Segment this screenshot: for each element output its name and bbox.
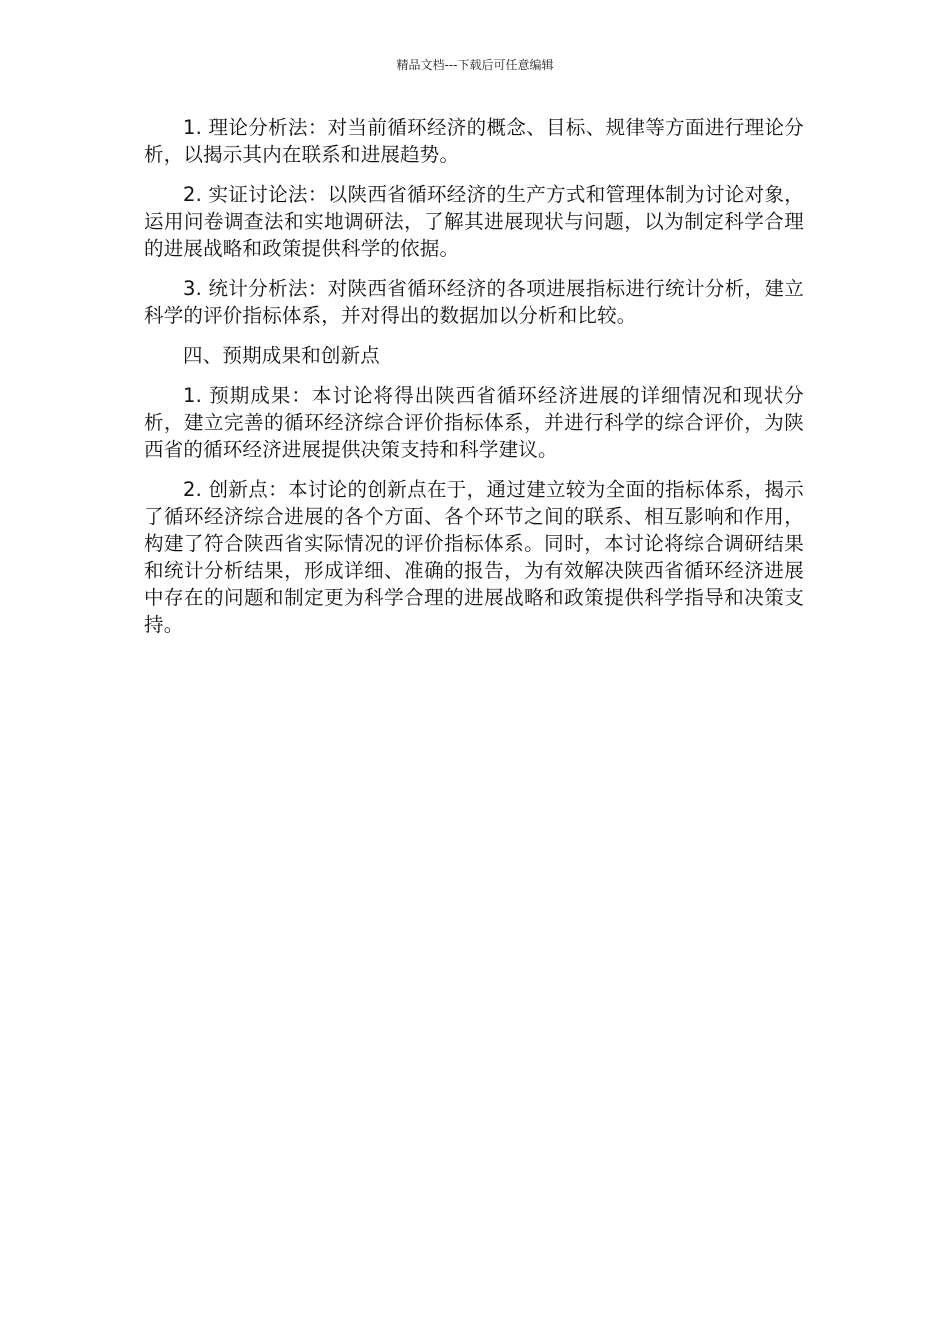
paragraph-theory-method: 1. 理论分析法：对当前循环经济的概念、目标、规律等方面进行理论分析，以揭示其内在联系和进展趋势。 bbox=[144, 116, 804, 166]
paragraph-statistical-method: 3. 统计分析法：对陕西省循环经济的各项进展指标进行统计分析，建立科学的评价指标体系，并对得出的数据加以分析和比较。 bbox=[144, 277, 804, 327]
paragraph-expected-results: 1. 预期成果：本讨论将得出陕西省循环经济进展的详细情况和现状分析，建立完善的循环经济综合评价指标体系，并进行科学的综合评价，为陕西省的循环经济进展提供决策支持和科学建议。 bbox=[144, 384, 804, 461]
page-header: 精品文档---下载后可任意编辑 bbox=[396, 58, 554, 72]
paragraph-innovation-points: 2. 创新点：本讨论的创新点在于，通过建立较为全面的指标体系，揭示了循环经济综合进展的各个方面、各个环节之间的联系、相互影响和作用，构建了符合陕西省实际情况的评价指标体系。同时，本讨论将综合调研结果和统计分析结果，形成详细、准确的报告，为有效解决陕西省循环经济进展中存在的问题和制定更为科学合理的进展战略和政策提供科学指导和决策支持。 bbox=[144, 478, 804, 636]
section-heading-expected-results: 四、预期成果和创新点 bbox=[183, 344, 381, 367]
paragraph-empirical-method: 2. 实证讨论法：以陕西省循环经济的生产方式和管理体制为讨论对象，运用问卷调查法和实地调研法，了解其进展现状与问题，以为制定科学合理的进展战略和政策提供科学的依据。 bbox=[144, 183, 804, 260]
document-body bbox=[144, 114, 804, 651]
